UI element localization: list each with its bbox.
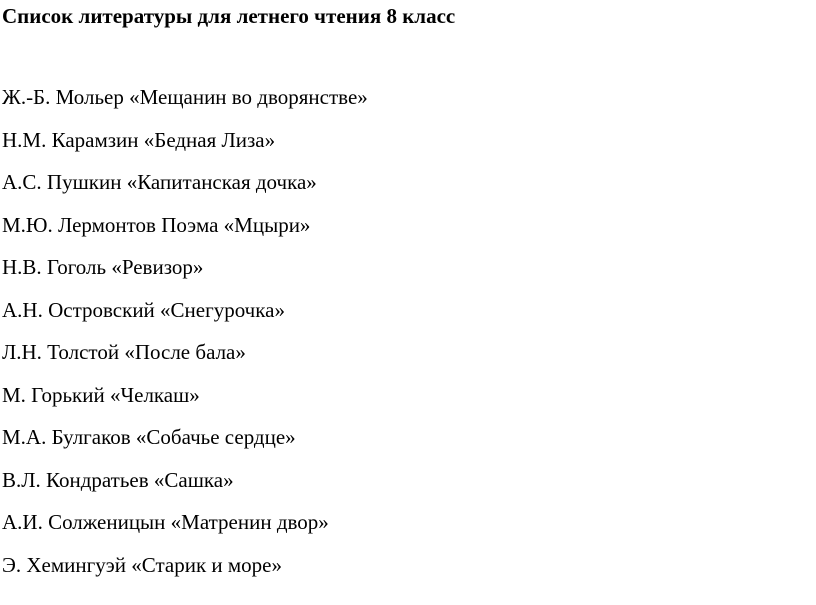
list-item: Э. Хемингуэй «Старик и море» — [2, 552, 283, 577]
list-item: М.А. Булгаков «Собачье сердце» — [2, 425, 296, 449]
list-item: А.Н. Островский «Снегурочка» — [2, 297, 285, 322]
document-title: Список литературы для летнего чтения 8 класс — [2, 4, 456, 28]
list-item: В.Л. Кондратьев «Сашка» — [2, 467, 234, 492]
list-item: М. Горький «Челкаш» — [2, 382, 200, 407]
list-item: Н.М. Карамзин «Бедная Лиза» — [2, 127, 276, 152]
list-item: Л.Н. Толстой «После бала» — [2, 340, 246, 364]
list-item: Н.В. Гоголь «Ревизор» — [2, 255, 204, 279]
list-item: А.И. Солженицын «Матренин двор» — [2, 510, 329, 534]
reading-list — [2, 84, 368, 594]
list-item: М.Ю. Лермонтов Поэма «Мцыри» — [2, 212, 311, 237]
list-item: А.С. Пушкин «Капитанская дочка» — [2, 170, 317, 194]
list-item: Ж.-Б. Мольер «Мещанин во дворянстве» — [2, 85, 368, 109]
